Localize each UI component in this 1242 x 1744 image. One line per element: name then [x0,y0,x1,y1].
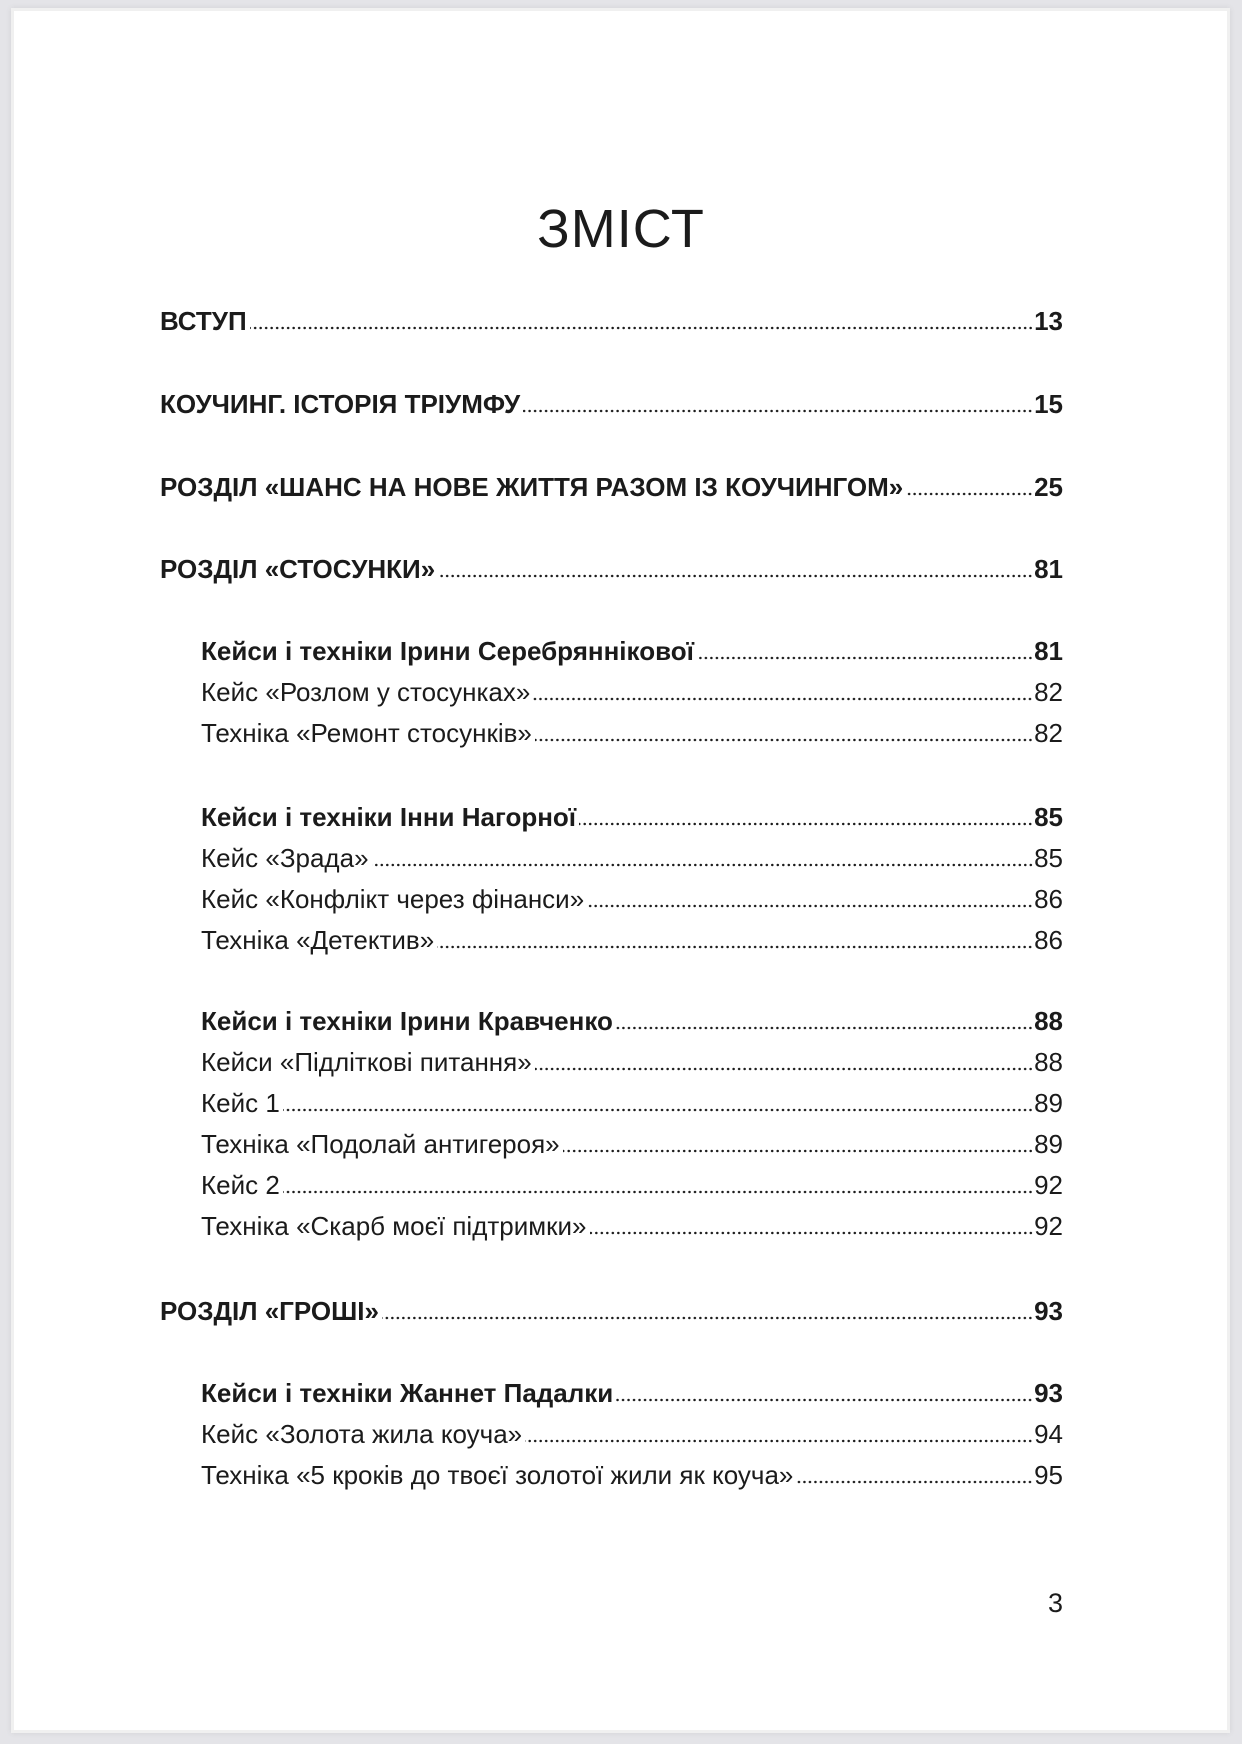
toc-entry-coaching-history[interactable] [160,387,1063,421]
dot-leader [587,904,1033,908]
toc-entry-page: 13 [1034,306,1063,336]
toc-entry-label: Кейс 1 [201,1088,280,1118]
dot-leader [382,1316,1033,1320]
toc-entry-page: 81 [1034,554,1063,584]
dot-leader [796,1480,1033,1484]
dot-leader [535,1067,1033,1071]
toc-entry[interactable] [201,1417,1063,1451]
toc-entry-label: Кейс «Конфлікт через фінанси» [201,884,585,914]
toc-entry-label: Кейс «Розлом у стосунках» [201,677,531,707]
toc-entry-page: 86 [1034,884,1063,914]
toc-entry[interactable] [201,716,1063,750]
toc-entry-relationships-chapter[interactable] [160,552,1063,586]
toc-entry-page: 86 [1034,925,1063,955]
dot-leader [437,945,1033,949]
toc-entry-page: 85 [1034,802,1063,832]
dot-leader [563,1149,1033,1153]
toc-entry-page: 92 [1034,1170,1063,1200]
toc-entry-page: 92 [1034,1211,1063,1241]
toc-entry-label: Техніка «Скарб моєї підтримки» [201,1211,587,1241]
toc-entry-label: Кейси і техніки Інни Нагорної [201,802,577,832]
dot-leader [697,656,1033,660]
toc-subgroup-kravchenko[interactable] [201,1004,1063,1038]
toc-entry[interactable] [201,1045,1063,1079]
toc-entry-label: Техніка «5 кроків до твоєї золотої жили як коуча» [201,1460,794,1490]
dot-leader [250,326,1033,330]
toc-entry-label: Кейс 2 [201,1170,280,1200]
toc-entry-label: КОУЧИНГ. ІСТОРІЯ ТРІУМФУ [160,389,521,419]
toc-entry-label: Кейси «Підліткові питання» [201,1047,532,1077]
dot-leader [525,1439,1033,1443]
toc-entry-label: Кейс «Золота жила коуча» [201,1419,523,1449]
toc-entry-page: 82 [1034,718,1063,748]
toc-entry-label: Кейс «Зрада» [201,843,369,873]
toc-entry-page: 95 [1034,1460,1063,1490]
dot-leader [438,574,1033,578]
toc-entry-page: 94 [1034,1419,1063,1449]
toc-entry[interactable] [201,1086,1063,1120]
toc-entry-label: Кейси і техніки Жаннет Падалки [201,1378,614,1408]
toc-entry-page: 81 [1034,636,1063,666]
toc-entry-page: 85 [1034,843,1063,873]
toc-entry-label: Техніка «Детектив» [201,925,435,955]
toc-entry-label: Техніка «Ремонт стосунків» [201,718,532,748]
dot-leader [616,1026,1033,1030]
toc-entry-label: РОЗДІЛ «СТОСУНКИ» [160,554,436,584]
toc-entry-label: ВСТУП [160,306,247,336]
toc-entry-label: РОЗДІЛ «ШАНС НА НОВЕ ЖИТТЯ РАЗОМ ІЗ КОУЧИНГОМ» [160,472,904,502]
toc-entry-page: 88 [1034,1047,1063,1077]
toc-entry[interactable] [201,923,1063,957]
toc-subgroup-serebryannikova[interactable] [201,634,1063,668]
toc-entry-page: 82 [1034,677,1063,707]
toc-entry[interactable] [201,1127,1063,1161]
toc-entry-label: Кейси і техніки Ірини Серебряннікової [201,636,694,666]
toc-entry[interactable] [201,882,1063,916]
dot-leader [590,1231,1034,1235]
toc-entry-page: 89 [1034,1129,1063,1159]
dot-leader [616,1398,1033,1402]
toc-entry-page: 25 [1034,472,1063,502]
page-title: ЗМІСТ [537,199,705,260]
dot-leader [283,1108,1033,1112]
toc-entry-money-chapter[interactable] [160,1294,1063,1328]
dot-leader [283,1190,1033,1194]
toc-entry[interactable] [201,1458,1063,1492]
toc-entry-new-life-chapter[interactable] [160,470,1063,504]
toc-entry-page: 88 [1034,1006,1063,1036]
toc-entry[interactable] [201,1168,1063,1202]
dot-leader [372,863,1034,867]
toc-entry-label: РОЗДІЛ «ГРОШІ» [160,1296,379,1326]
dot-leader [906,492,1033,496]
toc-entry-label: Кейси і техніки Ірини Кравченко [201,1006,613,1036]
toc-entry-label: Техніка «Подолай антигероя» [201,1129,560,1159]
toc-entry-page: 89 [1034,1088,1063,1118]
dot-leader [579,822,1033,826]
toc-entry-intro[interactable] [160,304,1063,338]
dot-leader [533,697,1033,701]
toc-subgroup-nahorna[interactable] [201,800,1063,834]
toc-entry-page: 15 [1034,389,1063,419]
toc-entry-page: 93 [1034,1296,1063,1326]
dot-leader [523,409,1033,413]
page-number: 3 [1047,1588,1063,1618]
dot-leader [535,738,1033,742]
toc-subgroup-padalka[interactable] [201,1376,1063,1410]
toc-entry[interactable] [201,675,1063,709]
toc-entry-page: 93 [1034,1378,1063,1408]
toc-entry[interactable] [201,841,1063,875]
toc-entry[interactable] [201,1209,1063,1243]
